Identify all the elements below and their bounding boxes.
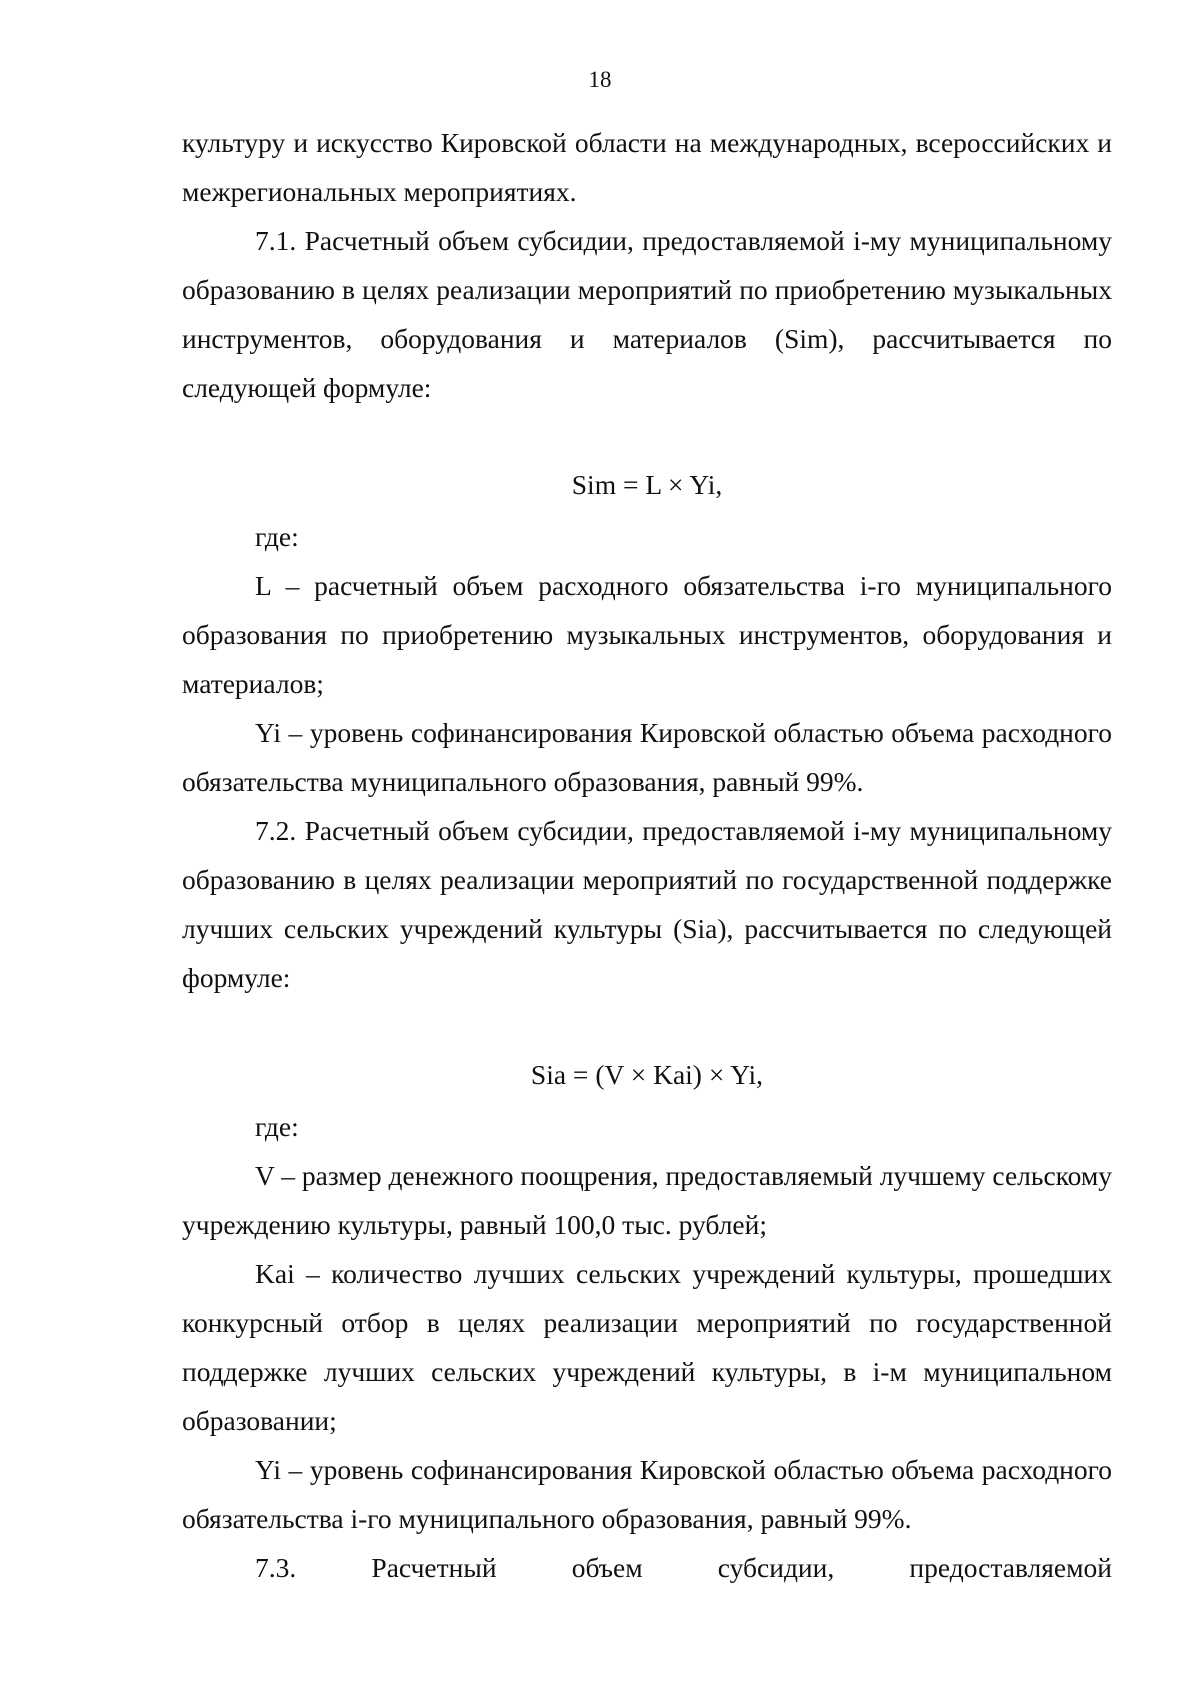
formula-sia: Sia = (V × Kai) × Yi, [530,1059,764,1090]
where-label-1: где: [255,521,299,552]
definition-yi-2: Yi – уровень софинансирования Кировской областью объема расходного обязательства i-го муниципального образования, равный 99%. [182,1454,1112,1534]
paragraph-7-1: 7.1. Расчетный объем субсидии, предоставляемой i-му муниципальному образованию в целях реализации мероприятий по приобретению музыкальных инструментов, оборудования и материалов (Sim), рассчитывается по следующей формуле: [182,225,1112,403]
definition-yi-1: Yi – уровень софинансирования Кировской областью объема расходного обязательства муниципального образования, равный 99%. [182,717,1112,797]
paragraph-7-3: 7.3. Расчетный объем субсидии, предоставляемой [255,1552,1112,1583]
paragraph-7-2: 7.2. Расчетный объем субсидии, предоставляемой i-му муниципальному образованию в целях реализации мероприятий по государственной поддержке лучших сельских учреждений культуры (Sia), рассчитывается по следующей формуле: [182,815,1112,993]
where-label-2: где: [255,1111,299,1142]
definition-l: L – расчетный объем расходного обязательства i-го муниципального образования по приобретению музыкальных инструментов, оборудования и материалов; [182,570,1112,699]
paragraph-7-3-wrapper [182,1543,1112,1592]
definition-v: V – размер денежного поощрения, предоставляемый лучшему сельскому учреждению культуры, равный 100,0 тыс. рублей; [182,1160,1112,1240]
page-number: 18 [588,67,612,92]
paragraph-intro-continuation: культуру и искусство Кировской области на международных, всероссийских и межрегиональных мероприятиях. [182,127,1112,207]
definition-kai: Kai – количество лучших сельских учреждений культуры, прошедших конкурсный отбор в целях реализации мероприятий по государственной поддержке лучших сельских учреждений культуры, в i-м муниципальном образовании; [182,1258,1112,1436]
formula-sim: Sim = L × Yi, [571,469,723,500]
document-body [182,118,1112,1592]
